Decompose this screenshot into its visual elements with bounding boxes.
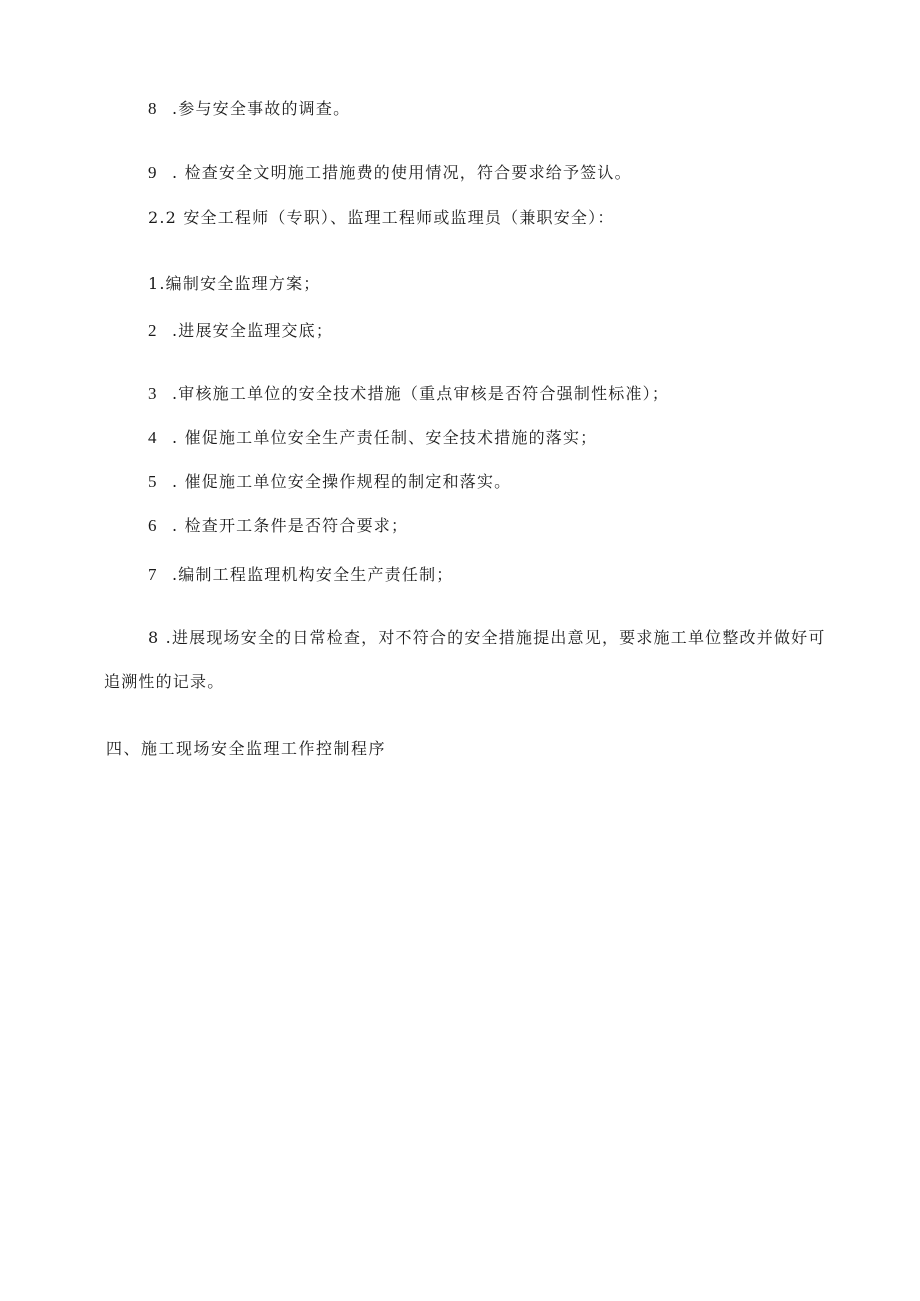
list-item: [148, 160, 632, 183]
item-number: 2: [148, 321, 158, 340]
section-heading: 四、施工现场安全监理工作控制程序: [106, 739, 387, 758]
list-item: [148, 469, 511, 492]
list-item: [148, 381, 669, 404]
list-item: [148, 562, 454, 585]
paragraph-line: 追溯性的记录。: [104, 672, 225, 691]
section-title: 2.2 安全工程师（专职）、监理工程师或监理员（兼职安全）：: [148, 208, 615, 227]
item-text: .参与安全事故的调查。: [172, 99, 351, 118]
paragraph-line: 8 .进展现场安全的日常检查，对不符合的安全措施提出意见，要求施工单位整改并做好可: [148, 628, 826, 647]
item-number: 1.: [148, 274, 166, 293]
item-text: 编制安全监理方案；: [165, 274, 321, 293]
item-number: 9: [148, 163, 158, 182]
item-number: 3: [148, 384, 158, 403]
item-text: .进展安全监理交底；: [172, 321, 334, 340]
list-item: [148, 513, 408, 536]
item-number: 7: [148, 565, 158, 584]
item-text: . 检查开工条件是否符合要求；: [172, 516, 409, 535]
item-text: . 催促施工单位安全生产责任制、安全技术措施的落实；: [172, 428, 598, 447]
item-text: .编制工程监理机构安全生产责任制；: [172, 565, 454, 584]
list-item: [148, 271, 320, 294]
list-item: [148, 318, 333, 341]
list-item: [148, 425, 597, 448]
item-text: .审核施工单位的安全技术措施（重点审核是否符合强制性标准）；: [172, 384, 670, 403]
item-number: 8: [148, 99, 158, 118]
list-item: [148, 96, 350, 119]
item-text: . 催促施工单位安全操作规程的制定和落实。: [172, 472, 512, 491]
item-text: . 检查安全文明施工措施费的使用情况，符合要求给予签认。: [172, 163, 632, 182]
item-number: 6: [148, 516, 158, 535]
item-number: 4: [148, 428, 158, 447]
item-number: 5: [148, 472, 158, 491]
